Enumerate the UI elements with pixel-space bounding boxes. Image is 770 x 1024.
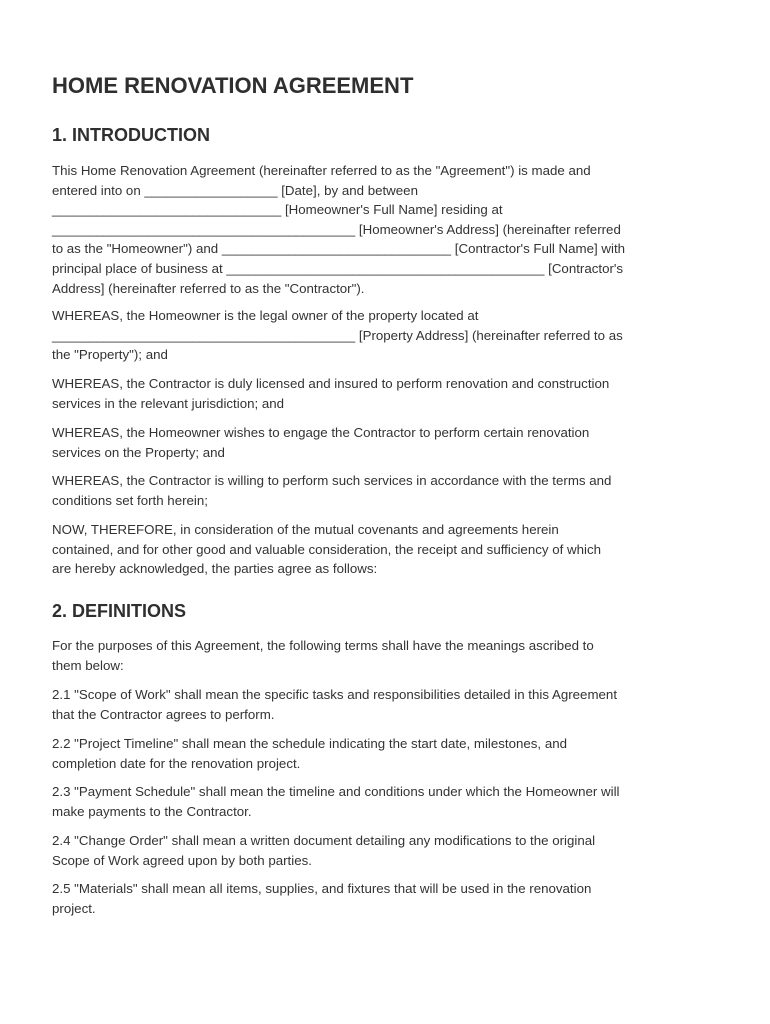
- text-line: For the purposes of this Agreement, the following terms shall have the meanings ascribed to: [52, 638, 594, 653]
- definition-project-timeline: [52, 734, 720, 773]
- text-line: _________________________________________ [Property Address] (hereinafter referred to as: [52, 327, 623, 343]
- text-line: Scope of Work agreed upon by both parties.: [52, 852, 312, 868]
- text-line: make payments to the Contractor.: [52, 803, 252, 819]
- text-line: contained, and for other good and valuable consideration, the receipt and sufficiency of which: [52, 541, 601, 557]
- text-line: principal place of business at ___________________________________________ [Contractor's: [52, 260, 624, 276]
- intro-paragraph-whereas-licensed: [52, 374, 720, 413]
- text-line: conditions set forth herein;: [52, 492, 208, 508]
- text-line: NOW, THEREFORE, in consideration of the mutual covenants and agreements herein: [52, 522, 559, 537]
- intro-paragraph-parties: [52, 161, 720, 298]
- text-line: WHEREAS, the Contractor is duly licensed and insured to perform renovation and construction: [52, 376, 610, 391]
- definitions-paragraph-intro: [52, 636, 720, 675]
- text-line: project.: [52, 900, 96, 916]
- text-line: completion date for the renovation project.: [52, 755, 301, 771]
- text-line: that the Contractor agrees to perform.: [52, 706, 275, 722]
- text-line: 2.4 "Change Order" shall mean a written document detailing any modifications to the original: [52, 833, 596, 848]
- text-line: Address] (hereinafter referred to as the "Contractor").: [52, 280, 365, 296]
- intro-paragraph-whereas-property: [52, 306, 720, 365]
- section-heading-definitions: 2. DEFINITIONS: [52, 601, 187, 621]
- definition-scope-of-work: [52, 685, 720, 724]
- text-line: 2.1 "Scope of Work" shall mean the specific tasks and responsibilities detailed in this Agreement: [52, 687, 618, 702]
- intro-paragraph-now-therefore: [52, 520, 720, 579]
- definition-change-order: [52, 831, 720, 870]
- text-line: WHEREAS, the Contractor is willing to perform such services in accordance with the terms and: [52, 473, 612, 488]
- text-line: 2.3 "Payment Schedule" shall mean the timeline and conditions under which the Homeowner will: [52, 784, 620, 799]
- text-line: _________________________________________ [Homeowner's Address] (hereinafter referred: [52, 221, 621, 237]
- text-line: 2.2 "Project Timeline" shall mean the schedule indicating the start date, milestones, and: [52, 736, 568, 751]
- text-line: 2.5 "Materials" shall mean all items, supplies, and fixtures that will be used in the renovation: [52, 881, 592, 896]
- text-line: This Home Renovation Agreement (hereinafter referred to as the "Agreement") is made and: [52, 163, 591, 178]
- intro-paragraph-whereas-willing: [52, 471, 720, 510]
- intro-paragraph-whereas-engage: [52, 423, 720, 462]
- text-line: services in the relevant jurisdiction; and: [52, 395, 285, 411]
- text-line: to as the "Homeowner") and _______________________________ [Contractor's Full Name] with: [52, 241, 626, 257]
- definition-materials: [52, 879, 720, 918]
- text-line: are hereby acknowledged, the parties agree as follows:: [52, 561, 378, 577]
- text-line: them below:: [52, 657, 124, 673]
- section-heading-introduction: 1. INTRODUCTION: [52, 125, 211, 145]
- document-title: HOME RENOVATION AGREEMENT: [52, 73, 414, 98]
- text-line: _______________________________ [Homeowner's Full Name] residing at: [52, 202, 503, 218]
- text-line: services on the Property; and: [52, 444, 225, 460]
- definition-payment-schedule: [52, 782, 720, 821]
- text-line: WHEREAS, the Homeowner is the legal owner of the property located at: [52, 308, 479, 323]
- text-line: WHEREAS, the Homeowner wishes to engage the Contractor to perform certain renovation: [52, 425, 590, 440]
- text-line: the "Property"); and: [52, 347, 168, 363]
- text-line: entered into on __________________ [Date], by and between: [52, 182, 418, 198]
